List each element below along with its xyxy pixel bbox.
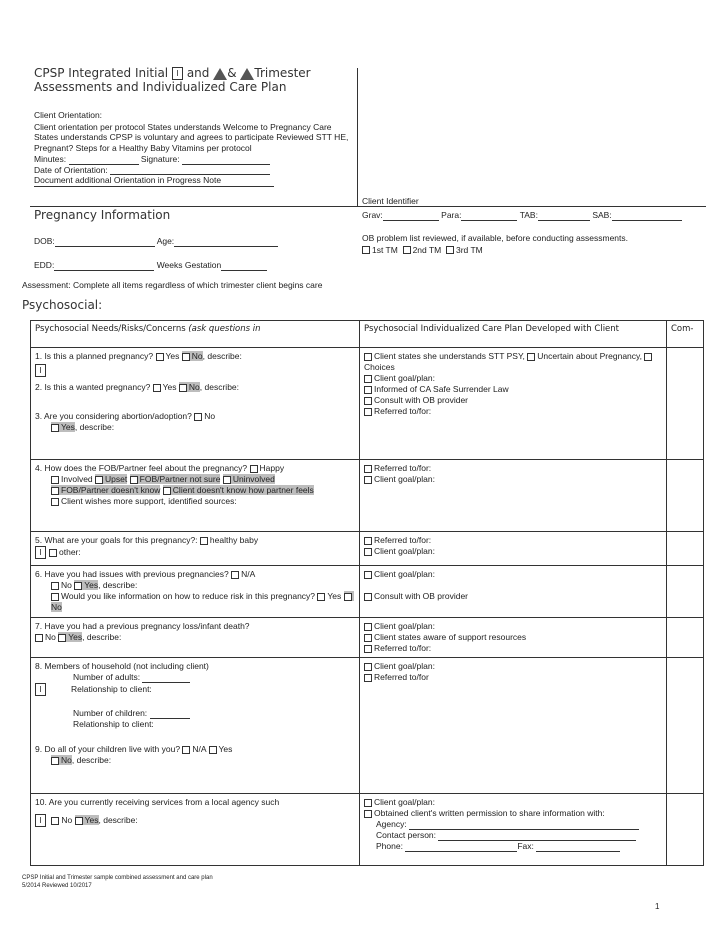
r4-plan1-checkbox[interactable] (364, 571, 372, 579)
document-note: Document additional Orientation in Progress Note (34, 175, 274, 187)
dob-field[interactable] (55, 237, 155, 247)
q1-tail: , describe: (202, 351, 242, 361)
row3-plan (360, 532, 667, 566)
orientation-heading: Client Orientation: (34, 110, 103, 120)
r6-plan1-text: Client goal/plan: (374, 661, 435, 671)
plan5-checkbox[interactable] (364, 408, 372, 416)
client-doesnt-know-checkbox[interactable] (163, 487, 171, 495)
row4-questions (31, 566, 360, 618)
q2-no-label: No (188, 382, 200, 392)
client-doesnt-know-label: Client doesn't know how partner feels (172, 485, 314, 495)
q6-info-checkbox[interactable] (51, 593, 59, 601)
q6-no-label: No (61, 580, 72, 590)
plan4-checkbox[interactable] (364, 397, 372, 405)
r5-plan3-checkbox[interactable] (364, 645, 372, 653)
initial-box: I (172, 67, 183, 80)
para-field[interactable] (461, 211, 517, 221)
r5-plan1-checkbox[interactable] (364, 623, 372, 631)
table-row (31, 566, 704, 618)
r7-plan2-checkbox[interactable] (364, 810, 372, 818)
assessment-note: Assessment: Complete all items regardless of which trimester client begins care (22, 280, 323, 290)
q3-tail: , describe: (74, 422, 115, 432)
grav-para-row (362, 210, 702, 221)
table-row (31, 532, 704, 566)
q7-no-label: No (45, 632, 56, 642)
healthy-baby-checkbox[interactable] (200, 537, 208, 545)
tab-field[interactable] (538, 211, 590, 221)
signature-label: Signature: (140, 154, 180, 164)
q7-yes-checkbox[interactable] (58, 634, 66, 642)
more-support-checkbox[interactable] (51, 498, 59, 506)
header-divider (357, 68, 358, 206)
row1-questions (31, 348, 360, 460)
dob-row (34, 236, 278, 247)
not-sure-label: FOB/Partner not sure (139, 474, 221, 484)
table-row (31, 460, 704, 532)
para-label: Para: (441, 210, 462, 220)
signature-field[interactable] (182, 155, 270, 165)
q6-info-no-label: No (51, 602, 62, 612)
q6-info-yes-checkbox[interactable] (317, 593, 325, 601)
row3-comments[interactable] (667, 532, 704, 566)
plan1b-checkbox[interactable] (527, 353, 535, 361)
q8-box[interactable]: I (35, 683, 46, 696)
page-number: 1 (655, 902, 660, 911)
tm1-checkbox[interactable] (362, 246, 370, 254)
q9-text: 9. Do all of your children live with you? (35, 744, 181, 754)
rel2-label: Relationship to client: (73, 719, 154, 729)
col2-header: Psychosocial Individualized Care Plan Developed with Client (360, 321, 667, 348)
involved-label: Involved (61, 474, 93, 484)
sab-field[interactable] (612, 211, 682, 221)
fax-label: Fax: (517, 841, 534, 851)
footer-line1: CPSP Initial and Trimester sample combined assessment and care plan (22, 875, 213, 881)
q2-text: 2. Is this a wanted pregnancy? (35, 382, 151, 392)
r3-plan2-checkbox[interactable] (364, 548, 372, 556)
q2-yes-checkbox[interactable] (153, 384, 161, 392)
ob-note (362, 233, 662, 255)
plan1-text: Client states she understands STT PSY, (374, 351, 525, 361)
r3-plan1-checkbox[interactable] (364, 537, 372, 545)
grav-label: Grav: (362, 210, 383, 220)
col1-header-text: Psychosocial Needs/Risks/Concerns (35, 324, 186, 334)
q6-na-checkbox[interactable] (231, 571, 239, 579)
rel1-label: Relationship to client: (71, 683, 152, 694)
pregnancy-heading: Pregnancy Information (34, 208, 171, 222)
q9-no-checkbox[interactable] (51, 757, 59, 765)
age-field[interactable] (174, 237, 278, 247)
q10-describe: , describe: (98, 814, 138, 825)
table-row (31, 658, 704, 794)
doesnt-know-label: FOB/Partner doesn't know (61, 485, 161, 495)
q6-yes-label: Yes (84, 580, 99, 590)
q8-text: 8. Members of household (not including client) (35, 661, 209, 671)
r7-plan1-checkbox[interactable] (364, 799, 372, 807)
q6-info-no-checkbox[interactable] (344, 593, 352, 601)
tm3-checkbox[interactable] (446, 246, 454, 254)
minutes-field[interactable] (69, 155, 139, 165)
q6-yes-checkbox[interactable] (74, 582, 82, 590)
edd-field[interactable] (54, 261, 154, 271)
happy-checkbox[interactable] (250, 465, 258, 473)
adults-label: Number of adults: (73, 672, 141, 682)
q9-na-checkbox[interactable] (182, 746, 190, 754)
q10-box[interactable]: I (35, 814, 46, 827)
r2-plan1-checkbox[interactable] (364, 465, 372, 473)
title-trimester: Trimester (254, 66, 311, 80)
adults-field[interactable] (142, 673, 190, 683)
plan1c-text: Choices (364, 362, 395, 372)
r4-plan2-checkbox[interactable] (364, 593, 372, 601)
q9-yes-checkbox[interactable] (209, 746, 217, 754)
q10-yes-checkbox[interactable] (75, 817, 83, 825)
involved-checkbox[interactable] (51, 476, 59, 484)
q3-yes-label: Yes (61, 422, 75, 432)
tm3-label: 3rd TM (455, 244, 483, 255)
row5-comments[interactable] (667, 618, 704, 658)
q7-yes-label: Yes (68, 632, 83, 642)
q6-info-yes-label: Yes (327, 591, 342, 601)
q1-yes-checkbox[interactable] (156, 353, 164, 361)
tm2-label: 2nd TM (412, 244, 442, 255)
warning-triangle-icon (213, 68, 227, 80)
agency-label: Agency: (376, 819, 407, 829)
r5-plan2-text: Client states aware of support resources (374, 632, 527, 642)
plan1c-checkbox[interactable] (644, 353, 652, 361)
r7-plan2-text: Obtained client's written permission to share information with: (374, 808, 605, 818)
q6-info-label: Would you like information on how to reduce risk in this pregnancy? (61, 591, 316, 601)
children-label: Number of children: (73, 708, 148, 718)
q1-text: 1. Is this a planned pregnancy? (35, 351, 154, 361)
row5-plan (360, 618, 667, 658)
row4-plan (360, 566, 667, 618)
row1-comments[interactable] (667, 348, 704, 460)
tab-label: TAB: (519, 210, 538, 220)
q6-text: 6. Have you had issues with previous pregnancies? (35, 569, 229, 579)
r5-plan1-text: Client goal/plan: (374, 621, 435, 631)
agency-field[interactable] (409, 820, 639, 830)
q10-text: 10. Are you currently receiving services from a local agency such (35, 797, 280, 807)
form-title (34, 66, 354, 94)
orientation-date-label: Date of Orientation: (34, 164, 108, 175)
dob-label: DOB: (34, 236, 55, 246)
edd-label: EDD: (34, 260, 55, 270)
ob-note-text: OB problem list reviewed, if available, before conducting assessments. (362, 233, 628, 243)
weeks-label: Weeks Gestation (156, 260, 222, 270)
tm1-label: 1st TM (372, 244, 398, 255)
contact-label: Contact person: (376, 830, 437, 840)
r2-plan1-text: Referred to/for: (374, 463, 432, 473)
psychosocial-heading: Psychosocial: (22, 298, 103, 312)
plan1b-text: Uncertain about Pregnancy, (537, 351, 643, 361)
r3-plan2-text: Client goal/plan: (374, 546, 435, 556)
r5-plan2-checkbox[interactable] (364, 634, 372, 642)
q10-yes-label: Yes (84, 814, 99, 825)
row3-questions (31, 532, 360, 566)
r3-plan1-text: Referred to/for: (374, 535, 432, 545)
row1-plan (360, 348, 667, 460)
upset-checkbox[interactable] (95, 476, 103, 484)
q7-no-checkbox[interactable] (35, 634, 43, 642)
r4-plan2-text: Consult with OB provider (374, 591, 469, 601)
q1-no-checkbox[interactable] (182, 353, 190, 361)
col3-header: Com- (667, 321, 704, 348)
more-support-label: Client wishes more support, identified sources: (61, 496, 237, 506)
q3-yes-checkbox[interactable] (51, 424, 59, 432)
row4-comments[interactable] (667, 566, 704, 618)
q9-yes-label: Yes (218, 744, 233, 754)
row2-plan (360, 460, 667, 532)
title-amp: & (227, 66, 237, 80)
psychosocial-table (30, 320, 704, 866)
plan3-checkbox[interactable] (364, 386, 372, 394)
children-field[interactable] (150, 709, 190, 719)
q1-yes-label: Yes (165, 351, 180, 361)
healthy-baby-label: healthy baby (209, 535, 259, 545)
footer-line2: 5/2014 Reviewed 10/2017 (22, 883, 92, 889)
orientation-text: Client orientation per protocol States understands Welcome to Pregnancy Care States understands CPSP is voluntary and agrees to participate Reviewed STT HE, Pregnant? Steps for a Healthy Baby Vitamins per protocol (34, 121, 349, 153)
plan2-text: Client goal/plan: (374, 373, 435, 383)
r6-plan2-text: Referred to/for (374, 672, 429, 682)
r6-plan1-checkbox[interactable] (364, 663, 372, 671)
client-identifier: Client Identifier (362, 196, 419, 206)
q6-na-label: N/A (241, 569, 256, 579)
edd-row (34, 260, 267, 271)
q7-describe: , describe: (82, 632, 122, 642)
plan5-text: Referred to/for: (374, 406, 432, 416)
upset-label: Upset (105, 474, 128, 484)
r4-plan1-text: Client goal/plan: (374, 569, 435, 579)
sab-label: SAB: (592, 210, 612, 220)
row7-comments[interactable] (667, 794, 704, 866)
q1-box[interactable]: I (35, 364, 46, 377)
footer (22, 874, 213, 890)
row7-plan (360, 794, 667, 866)
row7-questions (31, 794, 360, 866)
table-row (31, 794, 704, 866)
r5-plan3-text: Referred to/for: (374, 643, 432, 653)
row5-questions (31, 618, 360, 658)
minutes-label: Minutes: (34, 154, 67, 164)
row6-plan (360, 658, 667, 794)
title-text: CPSP Integrated Initial (34, 66, 169, 80)
uninvolved-checkbox[interactable] (223, 476, 231, 484)
age-label: Age: (156, 236, 175, 246)
q3-text: 3. Are you considering abortion/adoption? (35, 411, 192, 421)
q2-yes-label: Yes (162, 382, 177, 392)
q9-describe: , describe: (71, 755, 112, 765)
tm2-checkbox[interactable] (403, 246, 411, 254)
doesnt-know-checkbox[interactable] (51, 487, 59, 495)
happy-label: Happy (259, 463, 285, 473)
phone-field[interactable] (405, 842, 517, 852)
not-sure-checkbox[interactable] (130, 476, 138, 484)
row2-questions (31, 460, 360, 532)
q10-no-label: No (61, 814, 73, 825)
plan1-checkbox[interactable] (364, 353, 372, 361)
table-row (31, 348, 704, 460)
r6-plan2-checkbox[interactable] (364, 674, 372, 682)
q3-no-checkbox[interactable] (194, 413, 202, 421)
col1-header (31, 321, 360, 348)
plan2-checkbox[interactable] (364, 375, 372, 383)
title-and: and (186, 66, 210, 80)
title-line2: Assessments and Individualized Care Plan (34, 80, 287, 94)
row6-questions (31, 658, 360, 794)
fax-field[interactable] (536, 842, 620, 852)
r7-plan1-text: Client goal/plan: (374, 797, 435, 807)
other-label: other: (59, 546, 81, 557)
other-checkbox[interactable] (49, 549, 57, 557)
q6-describe: , describe: (98, 580, 138, 590)
orientation-date-field[interactable] (110, 165, 270, 175)
q6-no-checkbox[interactable] (51, 582, 59, 590)
r2-plan2-text: Client goal/plan: (374, 474, 435, 484)
orientation-section (34, 110, 352, 187)
table-header-row (31, 321, 704, 348)
q10-no-checkbox[interactable] (51, 817, 59, 825)
q5-box[interactable]: I (35, 546, 46, 559)
q2-no-checkbox[interactable] (179, 384, 187, 392)
uninvolved-label: Uninvolved (232, 474, 275, 484)
plan3-text: Informed of CA Safe Surrender Law (374, 384, 509, 394)
table-row (31, 618, 704, 658)
col1-header-note: (ask questions in (188, 324, 261, 334)
q9-no-label: No (61, 755, 72, 765)
q3-no-label: No (204, 411, 216, 421)
r2-plan2-checkbox[interactable] (364, 476, 372, 484)
row6-comments[interactable] (667, 658, 704, 794)
warning-triangle-icon-2 (240, 68, 254, 80)
grav-field[interactable] (383, 211, 439, 221)
phone-label: Phone: (376, 841, 403, 851)
q9-na-label: N/A (192, 744, 207, 754)
q7-text: 7. Have you had a previous pregnancy loss/infant death? (35, 621, 250, 631)
q2-tail: , describe: (199, 382, 240, 392)
weeks-field[interactable] (221, 261, 267, 271)
q4-text: 4. How does the FOB/Partner feel about the pregnancy? (35, 463, 248, 473)
contact-field[interactable] (438, 831, 636, 841)
q1-no-label: No (191, 351, 203, 361)
q5-text: 5. What are your goals for this pregnancy?: (35, 535, 198, 545)
plan4-text: Consult with OB provider (374, 395, 469, 405)
header-rule (30, 206, 706, 207)
row2-comments[interactable] (667, 460, 704, 532)
